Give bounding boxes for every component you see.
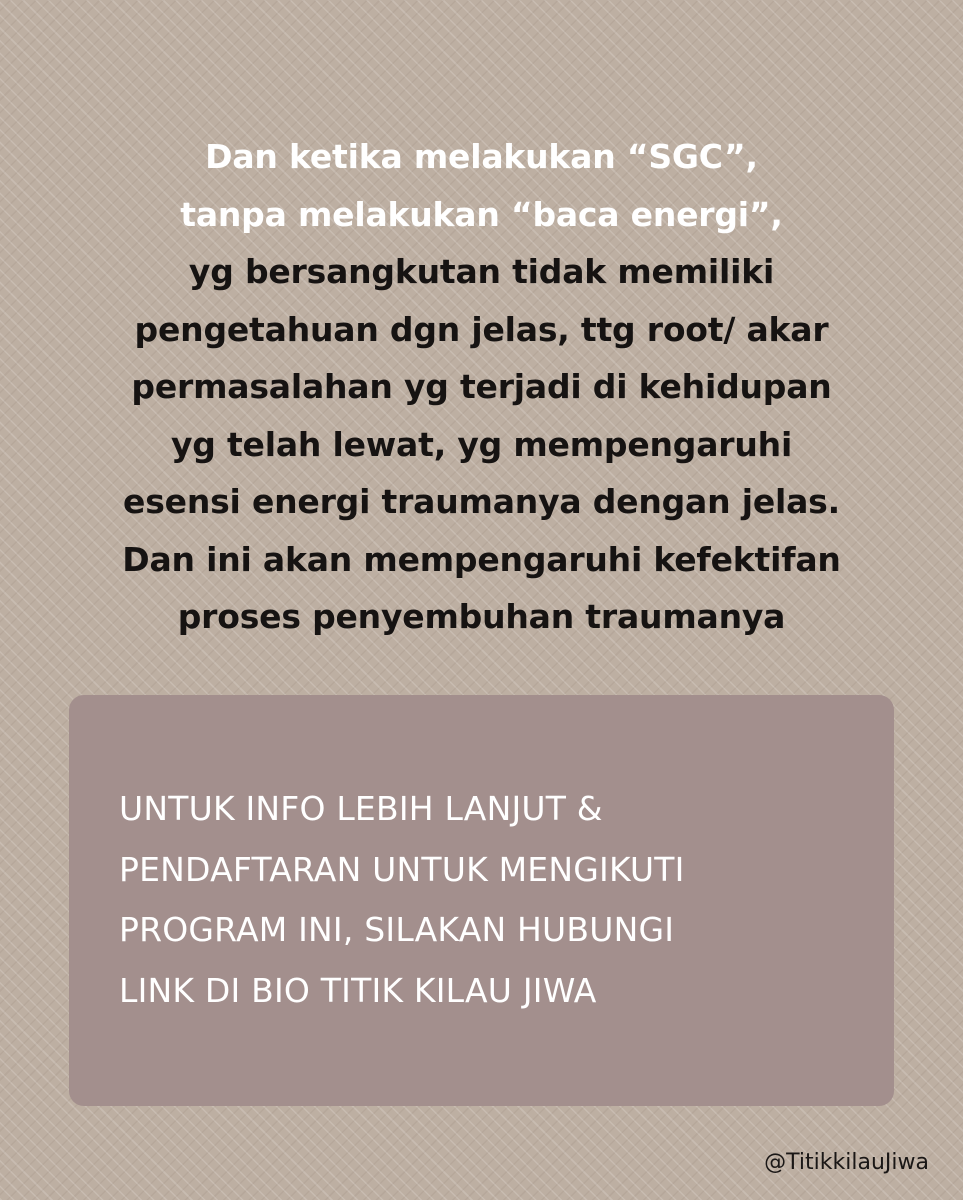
info-line-3: PROGRAM INI, SILAKAN HUBUNGI bbox=[119, 910, 675, 949]
info-box bbox=[69, 695, 894, 1106]
message-line-3: yg bersangkutan tidak memiliki bbox=[188, 252, 775, 291]
info-line-2: PENDAFTARAN UNTUK MENGIKUTI bbox=[119, 849, 685, 889]
message-line-6: yg telah lewat, yg mempengaruhi bbox=[170, 424, 793, 464]
message-line-1: Dan ketika melakukan “SGC”, bbox=[205, 137, 758, 176]
message-line-7: esensi energi traumanya dengan jelas. bbox=[123, 482, 840, 521]
message-line-2: tanpa melakukan “baca energi”, bbox=[180, 194, 783, 234]
message-line-4: pengetahuan dgn jelas, ttg root/ akar bbox=[134, 309, 829, 349]
info-line-4: LINK DI BIO TITIK KILAU JIWA bbox=[119, 970, 597, 1010]
info-text bbox=[119, 779, 685, 1021]
main-message bbox=[40, 128, 923, 646]
info-line-1: UNTUK INFO LEBIH LANJUT & bbox=[119, 789, 603, 828]
message-line-8: Dan ini akan mempengaruhi kefektifan bbox=[122, 539, 841, 579]
message-line-9: proses penyembuhan traumanya bbox=[177, 597, 786, 636]
message-line-5: permasalahan yg terjadi di kehidupan bbox=[131, 367, 832, 406]
social-handle: @TitikkilauJiwa bbox=[764, 1150, 929, 1175]
